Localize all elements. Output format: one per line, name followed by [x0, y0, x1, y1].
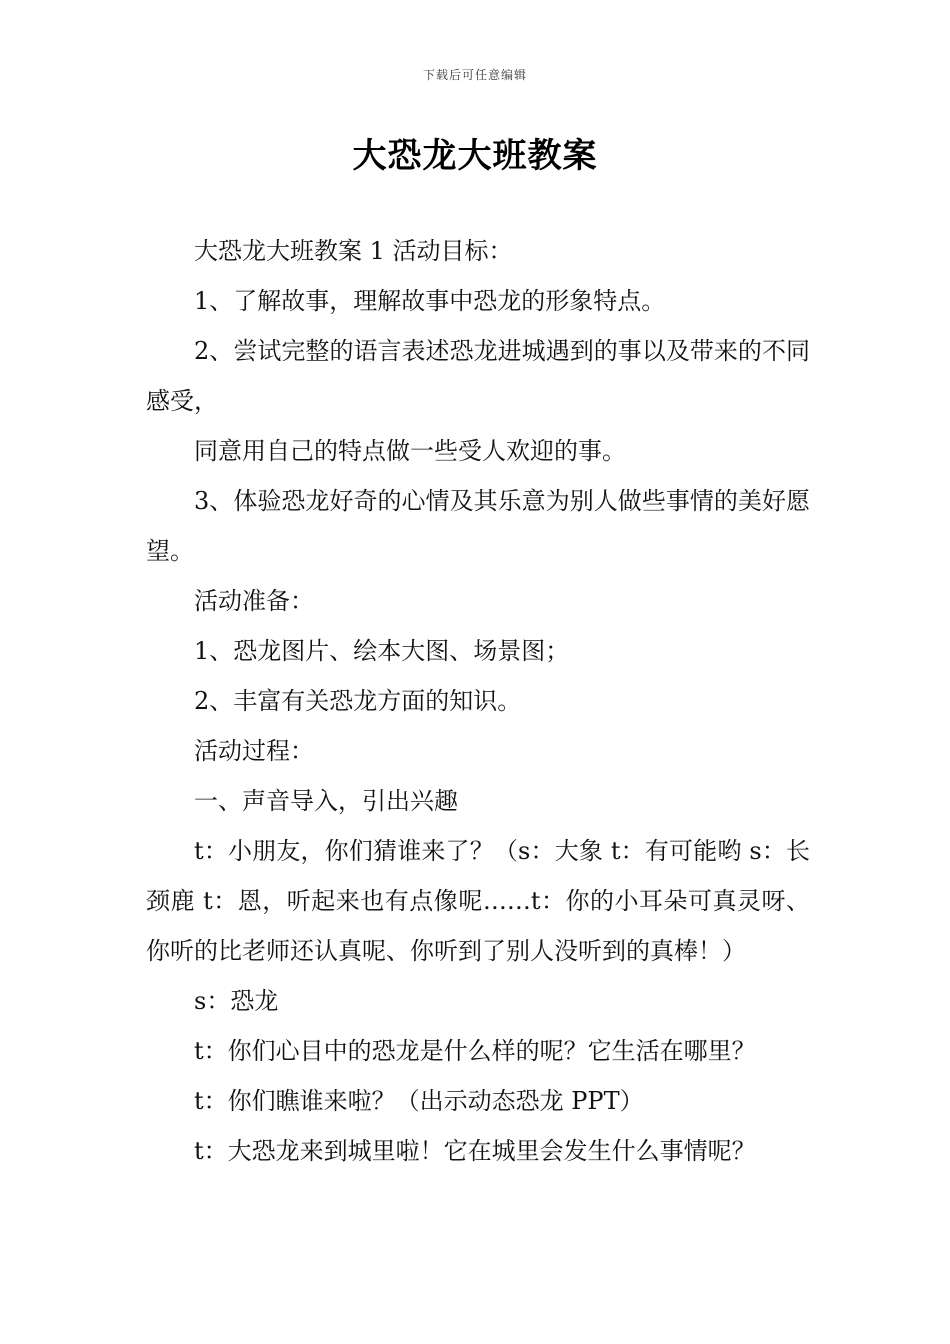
paragraph: 1、恐龙图片、绘本大图、场景图；	[194, 637, 570, 665]
paragraph: 2、尝试完整的语言表述恐龙进城遇到的事以及带来的不同感受，	[146, 337, 810, 415]
document-title: 大恐龙大班教案	[352, 136, 598, 176]
document-body	[146, 226, 810, 1176]
paragraph: 大恐龙大班教案 1 活动目标：	[194, 237, 513, 265]
paragraph: 活动过程：	[194, 737, 314, 765]
paragraph: t：你们心目中的恐龙是什么样的呢？它生活在哪里？	[194, 1037, 756, 1065]
paragraph: 同意用自己的特点做一些受人欢迎的事。	[194, 437, 626, 465]
paragraph: t：大恐龙来到城里啦！它在城里会发生什么事情呢？	[194, 1137, 756, 1165]
header-note: 下载后可任意编辑	[422, 68, 527, 82]
paragraph: 1、了解故事，理解故事中恐龙的形象特点。	[194, 287, 666, 315]
paragraph: t：小朋友，你们猜谁来了？（s：大象 t：有可能哟 s：长颈鹿 t：恩，听起来也有点像呢……t：你的小耳朵可真灵呀、你听的比老师还认真呢、你听到了别人没听到的真棒！）	[146, 837, 810, 965]
paragraph: t：你们瞧谁来啦？（出示动态恐龙 PPT）	[194, 1087, 644, 1115]
paragraph: s：恐龙	[194, 987, 279, 1015]
paragraph: 2、丰富有关恐龙方面的知识。	[194, 687, 522, 715]
paragraph: 3、体验恐龙好奇的心情及其乐意为别人做些事情的美好愿望。	[146, 487, 810, 565]
paragraph: 一、声音导入，引出兴趣	[194, 787, 458, 815]
paragraph: 活动准备：	[194, 587, 314, 615]
